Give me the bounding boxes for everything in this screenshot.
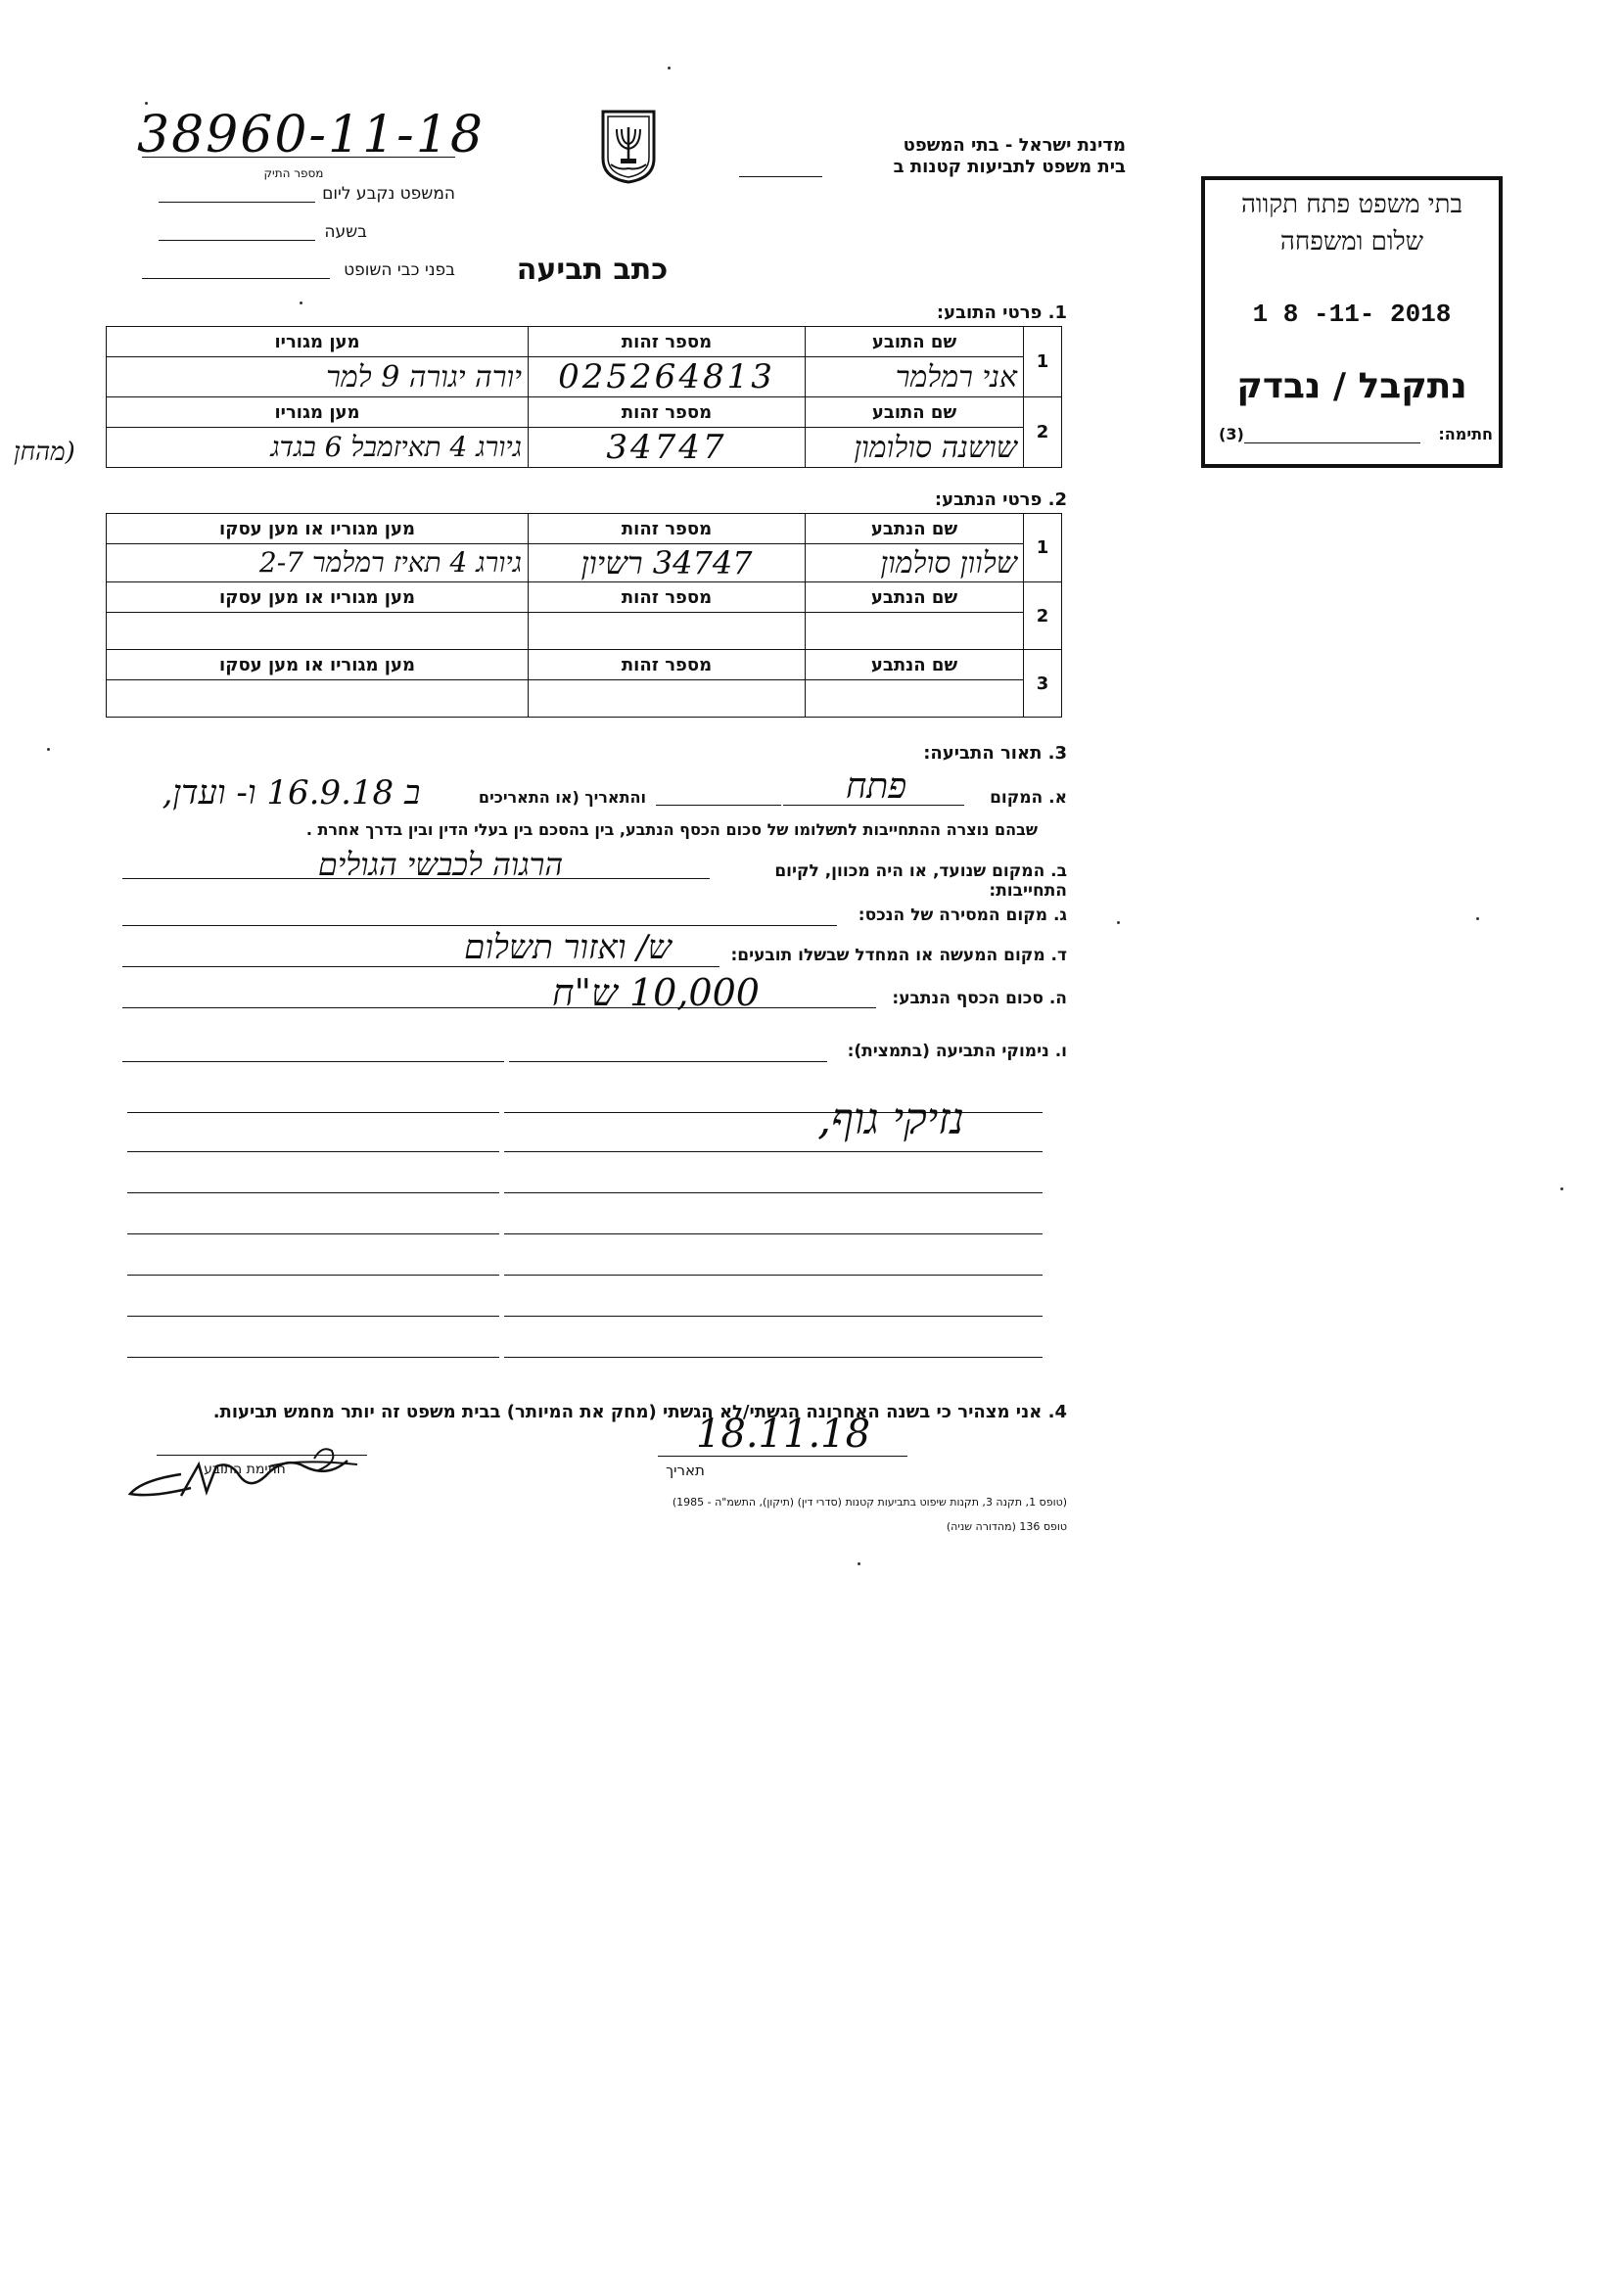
defendant-id-header: מספר זהות xyxy=(529,650,806,680)
plaintiff-name-header: שם התובע xyxy=(806,397,1024,428)
date-line-a xyxy=(656,805,781,806)
hearing-day-line xyxy=(159,202,315,203)
plaintiff-id-header: מספר זהות xyxy=(529,397,806,428)
plaintiff-name-cell: אני רמלמר xyxy=(806,357,1024,397)
stamp-line-2: שלום ומשפחה xyxy=(1279,227,1424,256)
section1-title: 1. פרטי התובע: xyxy=(936,302,1067,323)
scan-speck xyxy=(145,102,148,105)
reasons-line-0b xyxy=(509,1061,827,1062)
court-received-stamp xyxy=(1201,176,1503,468)
place-label: א. המקום xyxy=(990,788,1067,808)
reasons-line xyxy=(504,1192,1043,1193)
date-label: והתאריך (או התאריכים xyxy=(478,788,646,807)
reasons-line xyxy=(504,1151,1043,1152)
reasons-line xyxy=(127,1151,499,1152)
defendant-name-header: שם הנתבע xyxy=(806,514,1024,544)
date-value: ב 16.9.18 ו- ועדן, xyxy=(162,773,421,813)
delivery-place-line xyxy=(122,925,837,926)
act-place-label: ד. מקום המעשה או המחדל שבשלו תובעים: xyxy=(730,946,1067,965)
stamp-signature-label: חתימה: xyxy=(1438,425,1493,443)
reasons-line-0a xyxy=(122,1061,504,1062)
hearing-hour-label: בשעה xyxy=(324,222,367,242)
plaintiff-name-cell: שושנה סולומון xyxy=(806,428,1024,468)
defendant-name-cell xyxy=(806,613,1024,650)
claim-reasons-value: נזיקי גוף, xyxy=(817,1094,964,1144)
case-number-line xyxy=(142,157,455,158)
intended-place-label: ב. המקום שנועד, או היה מכוון, לקיום התחייבות: xyxy=(774,861,1067,901)
reasons-line xyxy=(504,1316,1043,1317)
declaration-date-label: תאריך xyxy=(666,1462,705,1479)
plaintiff-row-number: 1 xyxy=(1024,327,1062,397)
scan-speck xyxy=(300,302,302,304)
plaintiff-id-cell: 34747 xyxy=(529,428,806,468)
act-place-value: ש/ ואזור תשלום xyxy=(464,928,672,967)
defendant-table xyxy=(106,513,1062,718)
stamp-date: 1 8 -11- 2018 xyxy=(1252,300,1452,329)
defendant-address-cell: גיורג 4 תאיז רמלמר 2-7 xyxy=(107,544,529,582)
defendant-name-cell: שלוון סולמון xyxy=(806,544,1024,582)
defendant-address-header: מען מגוריו או מען עסקו xyxy=(107,514,529,544)
footer-note: (טופס 1, תקנה 3, תקנות שיפוט בתביעות קטנות (סדרי דין) (תיקון), התשמ"ה - 1985) xyxy=(672,1496,1067,1509)
state-emblem-icon xyxy=(599,108,658,184)
intended-place-value: הרגוה לכבשי הגולים xyxy=(317,846,564,883)
defendant-row-number: 1 xyxy=(1024,514,1062,582)
defendant-row-number: 3 xyxy=(1024,650,1062,718)
stamp-line-1: בתי משפט פתח תקווה xyxy=(1240,190,1463,219)
form-title: כתב תביעה xyxy=(516,253,669,287)
delivery-place-label: ג. מקום המסירה של הנכס: xyxy=(858,906,1067,925)
place-value: פתח xyxy=(845,766,907,807)
judge-label: בפני כבי השופט xyxy=(344,260,455,280)
stamp-signature-line xyxy=(1244,442,1420,443)
reasons-line xyxy=(127,1357,499,1358)
defendant-name-header: שם הנתבע xyxy=(806,650,1024,680)
scan-speck xyxy=(858,1562,860,1565)
court-name-line xyxy=(739,176,822,177)
defendant-id-header: מספר זהות xyxy=(529,514,806,544)
defendant-id-header: מספר זהות xyxy=(529,582,806,613)
defendant-id-cell: 34747 רשיון xyxy=(529,544,806,582)
defendant-address-cell xyxy=(107,613,529,650)
reasons-line xyxy=(127,1192,499,1193)
reasons-line xyxy=(127,1112,499,1113)
scan-speck xyxy=(1117,921,1120,924)
plaintiff-address-cell: יורה יגורה 9 למר xyxy=(107,357,529,397)
plaintiff-address-header: מען מגוריו xyxy=(107,327,529,357)
court-line: בית משפט לתביעות קטנות ב xyxy=(893,157,1126,177)
claim-reasons-label: ו. נימוקי התביעה (בתמצית): xyxy=(847,1042,1067,1061)
defendant-row-number: 2 xyxy=(1024,582,1062,650)
amount-value: 10,000 ש"ח xyxy=(552,971,760,1014)
reasons-line xyxy=(127,1275,499,1276)
plaintiff-address-overflow: (מהחן xyxy=(14,438,75,467)
reasons-line xyxy=(504,1112,1043,1113)
scan-speck xyxy=(668,67,671,70)
case-number-label: מספר התיק xyxy=(263,166,324,180)
amount-label: ה. סכום הכסף הנתבע: xyxy=(892,989,1067,1008)
scan-speck xyxy=(1560,1187,1563,1190)
signature-line xyxy=(157,1455,367,1456)
judge-line xyxy=(142,278,330,279)
scan-speck xyxy=(47,748,50,751)
stamp-received-text: נתקבל / נבדק xyxy=(1236,366,1467,406)
reasons-line xyxy=(127,1233,499,1234)
stamp-signature-value: (3) xyxy=(1219,425,1244,443)
defendant-id-cell xyxy=(529,680,806,718)
declaration-date-value: 18.11.18 xyxy=(695,1412,871,1457)
reasons-line xyxy=(504,1233,1043,1234)
state-line: מדינת ישראל - בתי המשפט xyxy=(903,135,1126,156)
reasons-line xyxy=(127,1316,499,1317)
defendant-address-header: מען מגוריו או מען עסקו xyxy=(107,582,529,613)
plaintiff-address-header: מען מגוריו xyxy=(107,397,529,428)
reasons-line xyxy=(504,1357,1043,1358)
defendant-address-header: מען מגוריו או מען עסקו xyxy=(107,650,529,680)
defendant-name-cell xyxy=(806,680,1024,718)
defendant-address-cell xyxy=(107,680,529,718)
plaintiff-row-number: 2 xyxy=(1024,397,1062,468)
reasons-line xyxy=(504,1275,1043,1276)
plaintiff-name-header: שם התובע xyxy=(806,327,1024,357)
scan-speck xyxy=(1476,917,1479,920)
case-number-handwritten: 38960-11-18 xyxy=(137,106,485,164)
plaintiff-id-cell: 025264813 xyxy=(529,357,806,397)
obligation-continuation: שבהם נוצרה ההתחייבות לתשלומו של סכום הכסף הנתבע, בין בהסכם בין בעלי הדין ובין בדרך אחרת . xyxy=(305,820,1038,839)
declaration-date-line xyxy=(658,1456,907,1457)
plaintiff-id-header: מספר זהות xyxy=(529,327,806,357)
section2-title: 2. פרטי הנתבע: xyxy=(934,489,1067,510)
defendant-id-cell xyxy=(529,613,806,650)
defendant-name-header: שם הנתבע xyxy=(806,582,1024,613)
signature-label: חתימת התובע xyxy=(204,1462,286,1477)
declaration-text: 4. אני מצהיר כי בשנה האחרונה הגשתי/לא הגשתי (מחק את המיותר) בבית משפט זה יותר מחמש תביעות. xyxy=(212,1402,1067,1422)
footer-form-id: טופס 136 (מהדורה שניה) xyxy=(946,1520,1067,1533)
plaintiff-table xyxy=(106,326,1062,468)
hearing-day-label: המשפט נקבע ליום xyxy=(322,184,455,204)
section3-title: 3. תאור התביעה: xyxy=(923,743,1067,764)
plaintiff-address-cell: גיורג 4 תאיזמבל 6 בגדג xyxy=(107,428,529,468)
hearing-hour-line xyxy=(159,240,315,241)
